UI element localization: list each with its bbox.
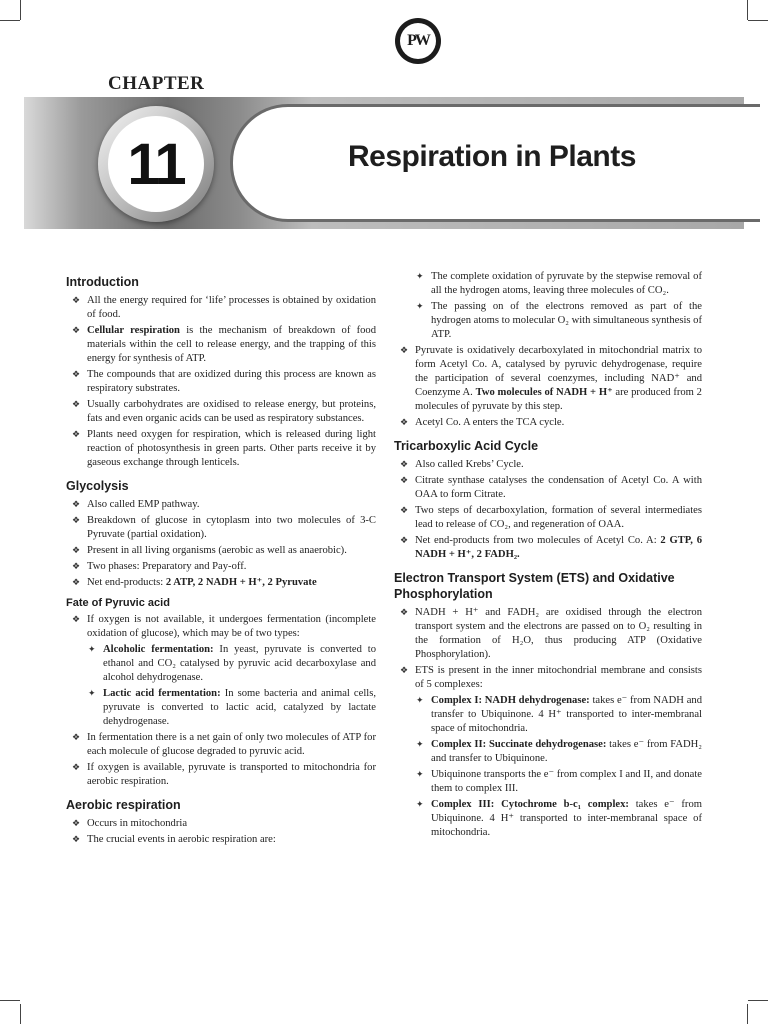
list-item: ❖ Plants need oxygen for respiration, which is released during light reaction of photosynthesis in green parts. Other parts receive it by gaseous exchange through lenticels.	[72, 429, 376, 468]
bullet-icon: ❖	[72, 578, 81, 588]
fate-list-continued	[66, 731, 376, 789]
bullet-icon: ❖	[72, 500, 81, 510]
bullet-icon: ❖	[400, 536, 409, 546]
bullet-icon: ❖	[400, 608, 409, 618]
ets-list	[394, 606, 702, 692]
crop-mark	[748, 1000, 768, 1001]
sub-list-item: ✦ Ubiquinone transports the e⁻ from complex I and II, and donate them to complex III.	[416, 769, 702, 794]
bullet-icon: ❖	[72, 819, 81, 829]
section-heading-tca: Tricarboxylic Acid Cycle	[394, 439, 539, 453]
tca-list	[394, 458, 702, 562]
section-heading-aerobic: Aerobic respiration	[66, 798, 181, 812]
sub-list-item: ✦ The complete oxidation of pyruvate by the stepwise removal of all the hydrogen atoms, leaving three molecules of CO₂.	[416, 271, 702, 296]
section-heading-fate: Fate of Pyruvic acid	[66, 597, 170, 609]
pw-logo-text: PW	[400, 23, 436, 59]
crop-mark	[20, 0, 21, 20]
aerobic-list	[66, 817, 376, 847]
crop-mark	[748, 20, 768, 21]
fate-list	[66, 613, 376, 641]
list-item: ❖ The compounds that are oxidized during this process are known as respiratory substrates.	[72, 369, 376, 394]
list-item: ❖ Occurs in mitochondria	[72, 818, 188, 829]
pw-logo	[395, 18, 441, 64]
bullet-icon: ❖	[72, 763, 81, 773]
list-item: ❖ Usually carbohydrates are oxidised to release energy, but proteins, fats and even organic acids can be used as respiratory substances.	[72, 399, 376, 424]
bullet-icon: ❖	[72, 296, 81, 306]
section-heading-glycolysis: Glycolysis	[66, 479, 129, 493]
list-item: ❖ Net end-products from two molecules of Acetyl Co. A: 2 GTP, 6 NADH + H⁺, 2 FADH₂.	[400, 535, 702, 560]
list-item: ❖ If oxygen is not available, it undergoes fermentation (incomplete oxidation of glucose), which may be of two types:	[72, 614, 376, 639]
bullet-icon: ❖	[72, 615, 81, 625]
star-bullet-icon: ✦	[416, 800, 424, 810]
crop-mark	[0, 20, 20, 21]
list-item: ❖ All the energy required for ‘life’ processes is obtained by oxidation of food.	[72, 295, 376, 320]
bullet-icon: ❖	[400, 346, 409, 356]
bullet-icon: ❖	[72, 733, 81, 743]
section-heading-ets: Electron Transport System (ETS) and Oxidative Phosphorylation	[394, 571, 675, 601]
bullet-icon: ❖	[400, 506, 409, 516]
chapter-label: CHAPTER	[108, 73, 205, 94]
sub-list-item: ✦ Lactic acid fermentation: In some bacteria and animal cells, pyruvate is converted to lactic acid, catalyzed by lactate dehydrogenase.	[88, 688, 376, 727]
complexes-sublist	[394, 694, 702, 840]
bullet-icon: ❖	[400, 418, 409, 428]
list-item: ❖ Also called Krebs’ Cycle.	[400, 459, 524, 470]
bullet-icon: ❖	[72, 562, 81, 572]
bullet-icon: ❖	[400, 476, 409, 486]
right-column	[394, 270, 702, 842]
star-bullet-icon: ✦	[416, 302, 424, 312]
list-item: ❖ Two steps of decarboxylation, formation of several intermediates lead to release of CO₂, and regeneration of OAA.	[400, 505, 702, 530]
sub-list-item: ✦ Complex II: Succinate dehydrogenase: takes e⁻ from FADH₂ and transfer to Ubiquinone.	[416, 739, 702, 764]
crop-mark	[747, 0, 748, 20]
bullet-icon: ❖	[72, 546, 81, 556]
list-item: ❖ ETS is present in the inner mitochondrial membrane and consists of 5 complexes:	[400, 665, 702, 690]
star-bullet-icon: ✦	[88, 645, 96, 655]
star-bullet-icon: ✦	[416, 696, 424, 706]
section-heading-introduction: Introduction	[66, 275, 139, 289]
sub-list-item: ✦ The passing on of the electrons removed as part of the hydrogen atoms to molecular O₂ with simultaneous synthesis of ATP.	[416, 301, 702, 340]
star-bullet-icon: ✦	[88, 689, 96, 699]
bullet-icon: ❖	[400, 666, 409, 676]
star-bullet-icon: ✦	[416, 770, 424, 780]
sub-list-item: ✦ Complex I: NADH dehydrogenase: takes e⁻ from NADH and transfer to Ubiquinone. 4 H⁺ transported to inter-membranal space of mitochondria.	[416, 695, 703, 734]
list-item: ❖ Cellular respiration is the mechanism of breakdown of food materials within the cell to release energy, and the trapping of this energy for synthesis of ATP.	[72, 325, 376, 364]
chapter-number: 11	[127, 131, 185, 197]
bullet-icon: ❖	[72, 835, 81, 845]
sub-list-item: ✦ Alcoholic fermentation: In yeast, pyruvate is converted to ethanol and CO₂ catalysed by pyruvic acid decarboxylase and alcohol dehydrogenase.	[88, 644, 376, 683]
introduction-list	[66, 294, 376, 470]
star-bullet-icon: ✦	[416, 740, 424, 750]
bullet-icon: ❖	[72, 326, 81, 336]
list-item: ❖ Breakdown of glucose in cytoplasm into two molecules of 3-C Pyruvate (partial oxidation).	[72, 515, 376, 540]
chapter-number-badge	[108, 116, 204, 212]
list-item: ❖ The crucial events in aerobic respiration are:	[72, 834, 276, 845]
list-item: ❖ Net end-products: 2 ATP, 2 NADH + H⁺, 2 Pyruvate	[72, 577, 317, 588]
glycolysis-list	[66, 498, 376, 590]
crop-mark	[747, 1004, 748, 1024]
bullet-icon: ❖	[400, 460, 409, 470]
list-item: ❖ Two phases: Preparatory and Pay-off.	[72, 561, 247, 572]
list-item: ❖ In fermentation there is a net gain of only two molecules of ATP for each molecule of glucose degraded to pyruvic acid.	[72, 732, 376, 757]
bullet-icon: ❖	[72, 430, 81, 440]
bullet-icon: ❖	[72, 516, 81, 526]
list-item: ❖ Also called EMP pathway.	[72, 499, 200, 510]
aerobic-events-sublist	[394, 270, 702, 342]
page-title: Respiration in Plants	[348, 140, 636, 173]
bullet-icon: ❖	[72, 400, 81, 410]
list-item: ❖ If oxygen is available, pyruvate is transported to mitochondria for aerobic respiration.	[72, 762, 376, 787]
list-item: ❖ Acetyl Co. A enters the TCA cycle.	[400, 417, 565, 428]
list-item: ❖ Pyruvate is oxidatively decarboxylated in mitochondrial matrix to form Acetyl Co. A, catalysed by pyruvic dehydrogenase, require the participation of several coenzymes, including NAD⁺ and Coenzyme A. Two molecules of NADH + H⁺ are produced from 2 molecules of pyruvate by this step.	[400, 345, 702, 412]
list-item: ❖ NADH + H⁺ and FADH₂ are oxidised through the electron transport system and the electrons are passed on to O₂ resulting in the formation of H₂O, thus producing ATP (Oxidative Phosphorylation).	[400, 607, 702, 660]
fermentation-sublist	[66, 643, 376, 729]
bullet-icon: ❖	[72, 370, 81, 380]
crop-mark	[0, 1000, 20, 1001]
pyruvate-list	[394, 344, 702, 430]
sub-list-item: ✦ Complex III: Cytochrome b-c₁ complex: takes e⁻ from Ubiquinone. 4 H⁺ transported to inter-membranal space of mitochondria.	[416, 799, 702, 838]
left-column	[66, 268, 376, 849]
list-item: ❖ Present in all living organisms (aerobic as well as anaerobic).	[72, 545, 347, 556]
star-bullet-icon: ✦	[416, 272, 424, 282]
list-item: ❖ Citrate synthase catalyses the condensation of Acetyl Co. A with OAA to form Citrate.	[400, 475, 702, 500]
crop-mark	[20, 1004, 21, 1024]
